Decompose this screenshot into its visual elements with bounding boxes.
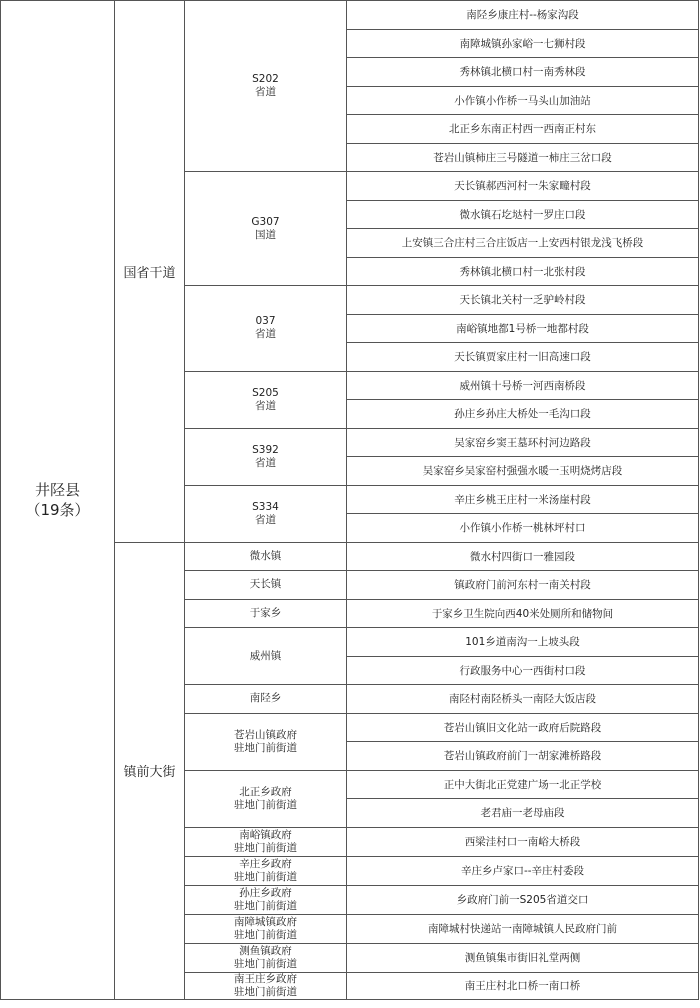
road-cell: [185, 485, 347, 542]
road-cell: [185, 685, 347, 714]
road-name-line: G307: [251, 215, 280, 228]
segment-cell: 辛庄乡卢家口--辛庄村委段: [347, 856, 699, 885]
road-cell: [185, 885, 347, 914]
road-name-line: 驻地门前街道: [234, 798, 297, 811]
road-cell: [185, 599, 347, 628]
road-cell: [185, 827, 347, 856]
county-cell: [1, 1, 115, 1000]
road-name-line: 北正乡政府: [239, 785, 292, 798]
segment-cell: 辛庄乡桃王庄村一米汤崖村段: [347, 485, 699, 514]
segment-cell: 上安镇三合庄村三合庄饭店一上安西村银龙浅飞桥段: [347, 229, 699, 258]
table-row: [1, 1, 699, 30]
road-name-line: 驻地门前街道: [234, 957, 297, 970]
segment-cell: 苍岩山镇旧文化站一政府后院路段: [347, 713, 699, 742]
road-name-line: 苍岩山镇政府: [234, 728, 297, 741]
segment-cell: 天长镇北关村一乏驴岭村段: [347, 286, 699, 315]
segment-cell: 微水村四街口一雅园段: [347, 542, 699, 571]
road-name-line: 南障城镇政府: [234, 915, 297, 928]
segment-cell: 南陉村南陉桥头一南陉大饭店段: [347, 685, 699, 714]
road-cell: [185, 628, 347, 685]
segment-cell: 南王庄村北口桥一南口桥: [347, 972, 699, 999]
segment-cell: 正中大街北正党建广场一北正学校: [347, 770, 699, 799]
road-name-line: S202: [252, 73, 279, 85]
segment-cell: 镇政府门前河东村一南关村段: [347, 571, 699, 600]
road-cell: [185, 172, 347, 286]
segment-cell: 南峪镇地都1号桥一地都村段: [347, 314, 699, 343]
road-name-line: 省道: [255, 456, 276, 469]
road-name-line: 天长镇: [249, 578, 282, 591]
road-name-line: 省道: [255, 86, 276, 98]
road-name-line: S392: [252, 443, 279, 456]
segment-cell: 101乡道南沟一上坡头段: [347, 628, 699, 657]
road-name-line: 037: [255, 315, 276, 328]
road-name-line: 驻地门前街道: [234, 899, 297, 912]
segment-cell: 南障城村快递站一南障城镇人民政府门前: [347, 914, 699, 943]
road-name-line: 驻地门前街道: [234, 985, 297, 998]
road-name-line: 威州镇: [249, 649, 282, 662]
road-name-line: 辛庄乡政府: [239, 857, 292, 870]
table-body: [1, 1, 699, 1000]
road-name-line: 南王庄乡政府: [234, 972, 297, 985]
segment-cell: 小作镇小作桥一马头山加油站: [347, 86, 699, 115]
road-name-line: 省道: [255, 513, 276, 526]
segment-cell: 苍岩山镇政府前门一胡家滩桥路段: [347, 742, 699, 771]
segment-cell: 威州镇十号桥一河西南桥段: [347, 371, 699, 400]
road-cell: [185, 428, 347, 485]
road-cell: [185, 1, 347, 172]
county-name: 井陉县: [34, 480, 80, 499]
road-cell: [185, 542, 347, 571]
segment-cell: 吴家窑乡窦王墓环村河边路段: [347, 428, 699, 457]
road-name-line: S205: [252, 386, 279, 399]
segment-cell: 老君庙一老母庙段: [347, 799, 699, 828]
segment-cell: 秀林镇北横口村一北张村段: [347, 257, 699, 286]
road-cell: [185, 713, 347, 770]
road-name-line: S334: [252, 500, 279, 513]
segment-cell: 小作镇小作桥一桃林坪村口: [347, 514, 699, 543]
road-name-line: 省道: [255, 399, 276, 412]
county-count: （19条）: [25, 500, 90, 519]
segment-cell: 微水镇石圪垯村一罗庄口段: [347, 200, 699, 229]
road-name-line: 于家乡: [249, 606, 282, 619]
category-cell: 国省干道: [115, 1, 185, 543]
road-cell: [185, 914, 347, 943]
road-cell: [185, 972, 347, 999]
road-cell: [185, 371, 347, 428]
segment-cell: 孙庄乡孙庄大桥处一毛沟口段: [347, 400, 699, 429]
road-name-line: 国道: [255, 228, 276, 241]
segment-cell: 北正乡东南正村西一西南正村东: [347, 115, 699, 144]
segment-cell: 天长镇贾家庄村一旧高速口段: [347, 343, 699, 372]
segment-cell: 乡政府门前一S205省道交口: [347, 885, 699, 914]
road-name-line: 驻地门前街道: [234, 870, 297, 883]
segment-cell: 吴家窑乡吴家窑村强强水暖一玉明烧烤店段: [347, 457, 699, 486]
segment-cell: 于家乡卫生院向西40米处厕所和储物间: [347, 599, 699, 628]
road-cell: [185, 856, 347, 885]
road-name-line: 驻地门前街道: [234, 841, 297, 854]
segment-cell: 南障城镇孙家峪一七狮村段: [347, 29, 699, 58]
segment-cell: 天长镇郝西河村一朱家疃村段: [347, 172, 699, 201]
category-cell: 镇前大街: [115, 542, 185, 999]
segment-cell: 行政服务中心一西街村口段: [347, 656, 699, 685]
road-cell: [185, 286, 347, 372]
road-name-line: 微水镇: [249, 549, 282, 562]
road-name-line: 驻地门前街道: [234, 928, 297, 941]
road-name-line: 驻地门前街道: [234, 741, 297, 754]
segment-cell: 苍岩山镇柿庄三号隧道一柿庄三岔口段: [347, 143, 699, 172]
segment-cell: 南陉乡康庄村--杨家沟段: [347, 1, 699, 30]
road-cell: [185, 943, 347, 972]
road-name-line: 孙庄乡政府: [239, 886, 292, 899]
road-cell: [185, 770, 347, 827]
road-name-line: 南峪镇政府: [239, 828, 292, 841]
segment-cell: 西梁洼村口一南峪大桥段: [347, 827, 699, 856]
road-name-line: 省道: [255, 328, 276, 341]
segment-cell: 秀林镇北横口村一南秀林段: [347, 58, 699, 87]
road-name-line: 南陉乡: [249, 692, 282, 705]
road-name-line: 测鱼镇政府: [239, 944, 292, 957]
road-cell: [185, 571, 347, 600]
segment-cell: 测鱼镇集市街旧礼堂两侧: [347, 943, 699, 972]
